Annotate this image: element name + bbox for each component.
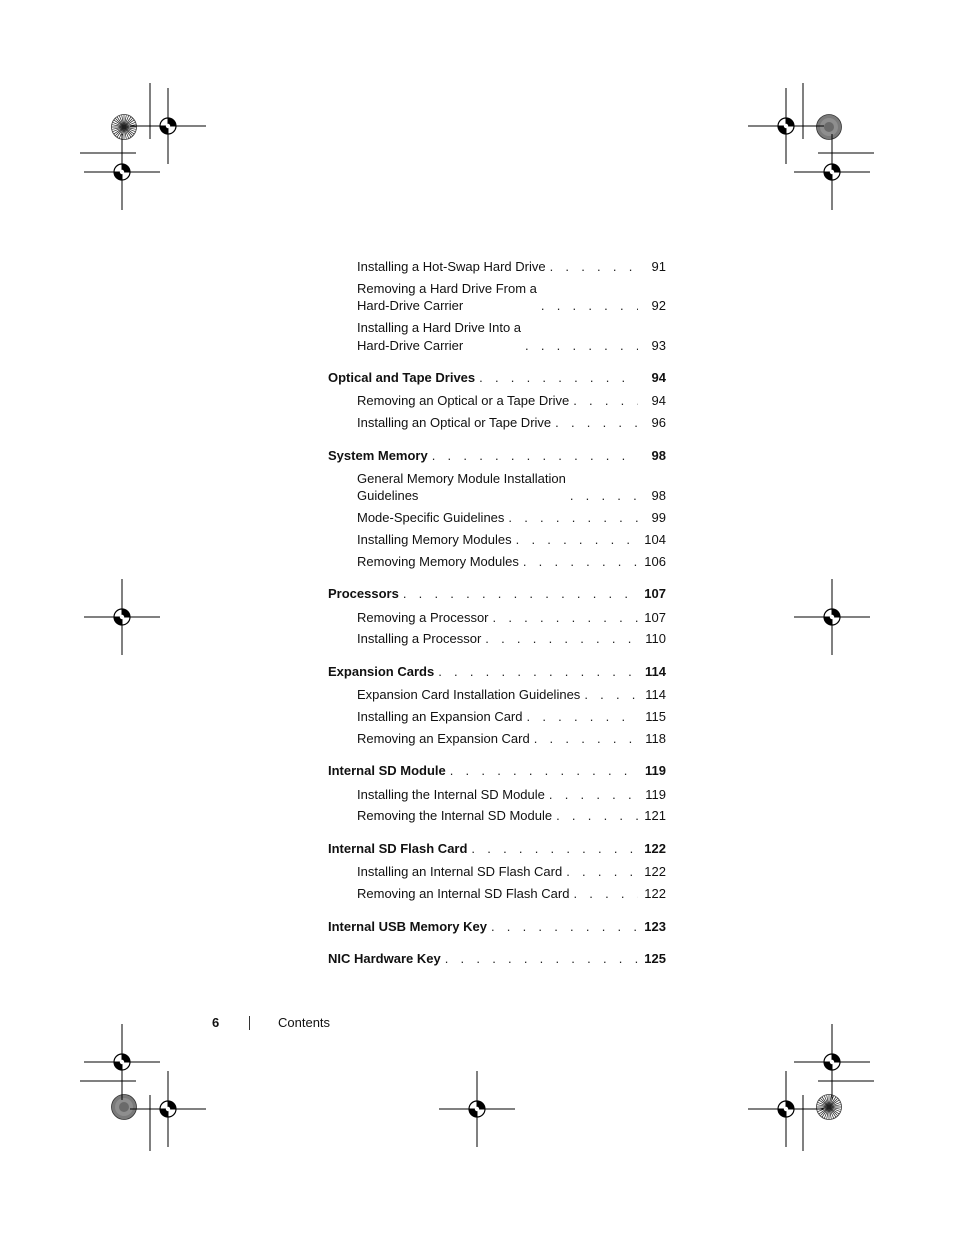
toc-subsection-entry[interactable] xyxy=(328,319,666,354)
dot-leader xyxy=(546,258,638,276)
toc-page-number: 92 xyxy=(651,298,666,314)
toc-entry-title xyxy=(357,885,569,903)
toc-entry-title-line: Guidelines xyxy=(357,488,419,504)
toc-entry-title-line: General Memory Module Installation xyxy=(357,470,566,486)
toc-entry-title-line: NIC Hardware Key xyxy=(328,951,441,967)
toc-entry-title xyxy=(357,686,580,704)
toc-subsection-entry[interactable] xyxy=(328,609,666,627)
toc-subsection-entry[interactable] xyxy=(328,414,666,432)
toc-subsection-entry[interactable] xyxy=(328,509,666,527)
toc-entry-title-line: Removing a Processor xyxy=(357,609,489,625)
toc-subsection-entry[interactable] xyxy=(328,807,666,825)
toc-subsection-entry[interactable] xyxy=(328,708,666,726)
toc-entry-title xyxy=(357,258,546,276)
toc-subsection-entry[interactable] xyxy=(328,786,666,804)
toc-entry-title xyxy=(328,663,434,681)
toc-entry-title xyxy=(357,730,530,748)
toc-subsection-entry[interactable] xyxy=(328,531,666,549)
table-of-contents xyxy=(328,258,666,973)
dot-leader xyxy=(446,762,638,780)
toc-section-entry[interactable] xyxy=(328,369,666,387)
toc-subsection-entry[interactable] xyxy=(328,470,666,505)
page-number: 6 xyxy=(212,1015,220,1030)
toc-entry-title-line: Installing the Internal SD Module xyxy=(357,786,545,802)
footer-separator xyxy=(249,1016,250,1030)
dot-leader xyxy=(562,863,638,881)
toc-entry-title-line: Mode-Specific Guidelines xyxy=(357,510,505,526)
toc-entry-title-line: Installing an Optical or Tape Drive xyxy=(357,415,552,431)
toc-entry-title xyxy=(328,447,428,465)
toc-entry-title-line: Installing a Processor xyxy=(357,631,482,647)
toc-entry-title xyxy=(357,414,551,432)
toc-page-number: 91 xyxy=(651,259,666,274)
dot-leader xyxy=(399,585,638,603)
toc-entry-title xyxy=(357,863,562,881)
toc-entry-title xyxy=(357,509,504,527)
toc-page-number: 118 xyxy=(645,730,666,746)
toc-entry-title xyxy=(328,585,399,603)
dot-leader xyxy=(580,686,638,704)
dot-leader xyxy=(434,663,638,681)
dot-leader xyxy=(537,297,638,315)
dot-leader xyxy=(523,708,639,726)
dot-leader xyxy=(481,630,638,648)
dot-leader xyxy=(569,885,638,903)
toc-section-entry[interactable] xyxy=(328,918,666,936)
toc-page-number: 114 xyxy=(645,687,666,703)
toc-entry-title-line: Hard-Drive Carrier xyxy=(357,298,464,314)
toc-page-number: 94 xyxy=(651,393,666,409)
toc-entry-title xyxy=(328,950,441,968)
dot-leader xyxy=(441,950,638,968)
toc-entry-title-line: Expansion Cards xyxy=(328,663,435,679)
toc-entry-title-line: Processors xyxy=(328,586,399,602)
toc-page-number: 114 xyxy=(645,663,666,679)
toc-section-entry[interactable] xyxy=(328,762,666,780)
dot-leader xyxy=(512,531,638,549)
dot-leader xyxy=(467,840,638,858)
toc-page-number: 99 xyxy=(651,510,666,526)
toc-entry-title xyxy=(357,553,519,571)
toc-page-number: 121 xyxy=(644,808,666,824)
toc-entry-title-line: Installing a Hot-Swap Hard Drive xyxy=(357,259,546,274)
toc-entry-title-line: Installing an Internal SD Flash Card xyxy=(357,864,563,880)
toc-page-number: 122 xyxy=(644,864,666,880)
toc-entry-title-line: Removing an Internal SD Flash Card xyxy=(357,886,570,902)
toc-entry-title xyxy=(357,470,566,505)
toc-subsection-entry[interactable] xyxy=(328,630,666,648)
toc-subsection-entry[interactable] xyxy=(328,730,666,748)
toc-entry-title xyxy=(328,840,467,858)
toc-entry-title xyxy=(357,280,537,315)
toc-subsection-entry[interactable] xyxy=(328,885,666,903)
toc-entry-title xyxy=(357,531,512,549)
toc-page-number: 122 xyxy=(644,886,666,902)
toc-page-number: 94 xyxy=(651,370,666,386)
dot-leader xyxy=(519,553,638,571)
toc-section-entry[interactable] xyxy=(328,950,666,968)
dot-leader xyxy=(566,487,638,505)
toc-entry-title xyxy=(357,630,481,648)
toc-entry-title-line: Internal SD Flash Card xyxy=(328,840,468,856)
section-title: Contents xyxy=(278,1015,331,1030)
dot-leader xyxy=(552,807,638,825)
toc-entry-title-line: Removing an Expansion Card xyxy=(357,730,530,746)
dot-leader xyxy=(428,447,638,465)
toc-entry-title xyxy=(328,918,487,936)
toc-page-number: 106 xyxy=(644,553,666,569)
dot-leader xyxy=(475,369,638,387)
toc-entry-title xyxy=(357,392,569,410)
dot-leader xyxy=(569,392,638,410)
toc-entry-title-line: Installing a Hard Drive Into a xyxy=(357,320,522,336)
toc-entry-title-line: System Memory xyxy=(328,447,428,463)
dot-leader xyxy=(489,609,639,627)
toc-entry-title xyxy=(357,708,523,726)
dot-leader xyxy=(530,730,638,748)
toc-page-number: 123 xyxy=(644,918,666,934)
toc-subsection-entry[interactable] xyxy=(328,258,666,276)
toc-entry-title-line: Expansion Card Installation Guidelines xyxy=(357,687,581,703)
toc-page-number: 119 xyxy=(645,763,666,779)
toc-entry-title-line: Removing a Hard Drive From a xyxy=(357,280,537,296)
toc-subsection-entry[interactable] xyxy=(328,553,666,571)
toc-subsection-entry[interactable] xyxy=(328,863,666,881)
toc-page-number: 96 xyxy=(651,415,666,431)
toc-entry-title xyxy=(357,807,552,825)
toc-entry-title xyxy=(357,609,489,627)
toc-entry-title-line: Installing an Expansion Card xyxy=(357,709,523,725)
toc-page-number: 110 xyxy=(645,631,666,647)
toc-entry-title-line: Internal SD Module xyxy=(328,763,446,779)
toc-page-number: 98 xyxy=(651,488,666,504)
toc-page-number: 119 xyxy=(645,786,666,802)
toc-subsection-entry[interactable] xyxy=(328,280,666,315)
toc-page-number: 107 xyxy=(644,609,666,625)
toc-subsection-entry[interactable] xyxy=(328,686,666,704)
toc-entry-title-line: Internal USB Memory Key xyxy=(328,918,487,934)
toc-section-entry[interactable] xyxy=(328,447,666,465)
toc-entry-title xyxy=(357,319,521,354)
dot-leader xyxy=(504,509,638,527)
toc-page-number: 122 xyxy=(644,840,666,856)
toc-section-entry[interactable] xyxy=(328,840,666,858)
toc-entry-title-line: Installing Memory Modules xyxy=(357,532,512,548)
toc-subsection-entry[interactable] xyxy=(328,392,666,410)
toc-entry-title-line: Removing an Optical or a Tape Drive xyxy=(357,393,570,409)
toc-page-number: 104 xyxy=(644,532,666,548)
toc-page-number: 107 xyxy=(644,586,666,602)
toc-section-entry[interactable] xyxy=(328,585,666,603)
toc-page-number: 115 xyxy=(645,709,666,725)
toc-page-number: 98 xyxy=(651,447,666,463)
dot-leader xyxy=(551,414,638,432)
toc-page-number: 93 xyxy=(651,337,666,353)
toc-entry-title xyxy=(328,369,475,387)
toc-entry-title-line: Hard-Drive Carrier xyxy=(357,337,464,353)
dot-leader xyxy=(545,786,638,804)
toc-entry-title xyxy=(328,762,446,780)
toc-entry-title-line: Removing the Internal SD Module xyxy=(357,808,553,824)
toc-page-number: 125 xyxy=(644,951,666,967)
dot-leader xyxy=(521,337,638,355)
toc-entry-title-line: Removing Memory Modules xyxy=(357,553,519,569)
dot-leader xyxy=(487,918,638,936)
toc-entry-title xyxy=(357,786,545,804)
toc-entry-title-line: Optical and Tape Drives xyxy=(328,370,476,386)
toc-section-entry[interactable] xyxy=(328,663,666,681)
